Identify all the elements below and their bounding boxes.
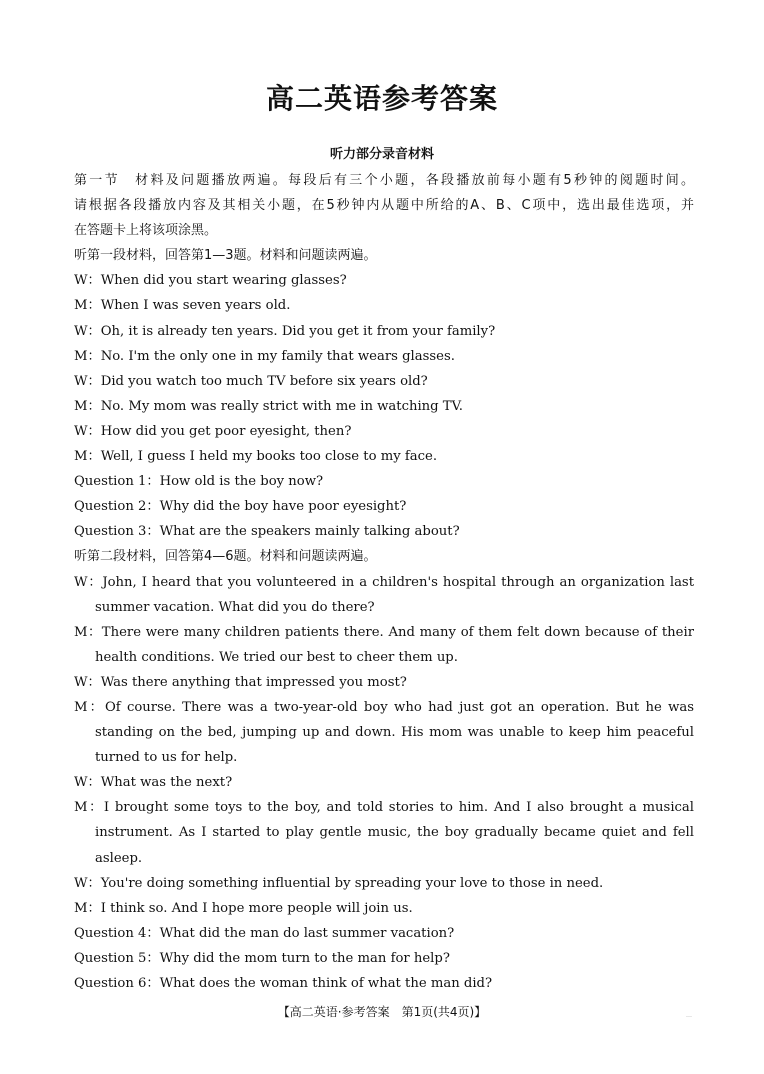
dialogue-line-continued: instrument. As I started to play gentle music, the boy gradually became quiet and fell [95,825,694,841]
transcript-body [74,168,694,996]
dialogue-line-continued: health conditions. We tried our best to cheer them up. [95,649,458,665]
dialogue-line: M：Well, I guess I held my books too close to my face. [74,449,438,465]
dialogue-line: M：No. My mom was really strict with me in watching TV. [74,398,464,414]
dialogue-line: M：I think so. And I hope more people will join us. [74,900,413,916]
dialogue-line: W：When did you start wearing glasses? [74,273,347,289]
instruction-line: 第一节 材料及问题播放两遍。每段后有三个小题，各段播放前每小题有5秒钟的阅题时间。 [74,173,694,188]
dialogue-line: M：No. I'm the only one in my family that wears glasses. [74,348,455,364]
dialogue-line-continued: standing on the bed, jumping up and down. His mom was unable to keep him peaceful [95,725,694,741]
dialogue-line: W：John, I heard that you volunteered in a children's hospital through an organization last [74,574,694,590]
dialogue-line: M：There were many children patients there. And many of them felt down because of their [74,624,694,640]
dialogue-line-continued: asleep. [95,850,143,866]
instruction-line: 请根据各段播放内容及其相关小题，在5秒钟内从题中所给的A、B、C项中，选出最佳选项，并 [74,198,694,214]
section-heading: 听第一段材料，回答第1—3题。材料和问题读两遍。 [74,248,377,264]
dialogue-line: W：How did you get poor eyesight, then? [74,423,352,439]
page-footer: 【高二英语·参考答案 第1页(共4页)】 [277,1005,487,1019]
section-subtitle: 听力部分录音材料 [329,147,434,162]
question-line: Question 5：Why did the mom turn to the man for help? [74,950,450,966]
dialogue-line-continued: summer vacation. What did you do there? [95,599,375,615]
question-line: Question 3：What are the speakers mainly talking about? [74,524,460,540]
page-title: 高二英语参考答案 [265,82,498,115]
section-heading: 听第二段材料，回答第4—6题。材料和问题读两遍。 [74,549,377,565]
dialogue-line: M：When I was seven years old. [74,298,291,314]
dialogue-line: W：Was there anything that impressed you most? [74,674,407,690]
dialogue-line: M：Of course. There was a two-year-old boy who had just got an operation. But he was [74,699,694,715]
scan-mark: … [686,1012,692,1019]
dialogue-line: M：I brought some toys to the boy, and told stories to him. And I also brought a musical [74,800,694,816]
dialogue-line-continued: turned to us for help. [95,750,238,766]
instruction-line: 在答题卡上将该项涂黑。 [74,223,218,239]
dialogue-line: W：What was the next? [74,775,233,791]
question-line: Question 6：What does the woman think of what the man did? [74,976,493,991]
dialogue-line: W：Oh, it is already ten years. Did you get it from your family? [74,323,496,339]
dialogue-line: W：You're doing something influential by spreading your love to those in need. [74,875,604,891]
question-line: Question 1：How old is the boy now? [74,474,324,490]
dialogue-line: W：Did you watch too much TV before six years old? [74,373,428,389]
question-line: Question 4：What did the man do last summer vacation? [74,925,455,941]
question-line: Question 2：Why did the boy have poor eyesight? [74,499,407,515]
